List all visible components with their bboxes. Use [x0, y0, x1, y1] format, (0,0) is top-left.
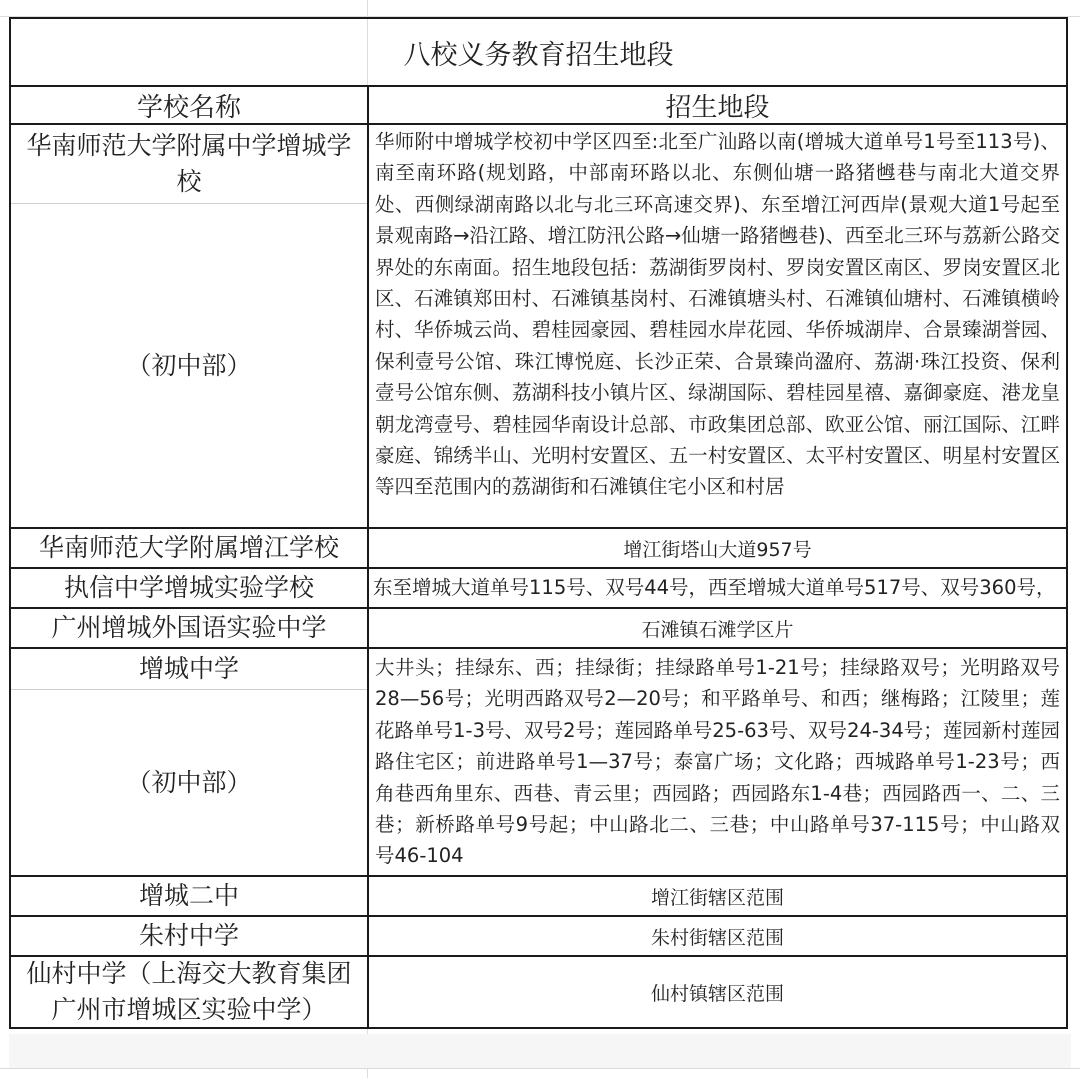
admission-table — [9, 17, 1068, 1029]
school-subtitle: （初中部） — [126, 350, 252, 380]
area-cell — [369, 125, 1066, 527]
area-text: 华师附中增城学校初中学区四至:北至广汕路以南(增城大道单号1号至113号)、南至南环路(规划路，中部南环路以北、东侧仙塘一路猪乸巷与南北大道交界处、西侧绿湖南路以北与北三环高速交界)、东至增江河西岸(景观大道1号起至景观南路→沿江路、增江防汛公路→仙塘一路猪乸巷)、西至北三环与荔新公路交界处的东南面。招生地段包括：荔湖街罗岗村、罗岗安置区南区、罗岗安置区北区、石滩镇郑田村、石滩镇基岗村、石滩镇塘头村、石滩镇仙塘村、石滩镇横岭村、华侨城云尚、碧桂园豪园、碧桂园水岸花园、华侨城湖岸、合景臻湖誉园、保利壹号公馆、珠江博悦庭、长沙正荣、合景臻尚溋府、荔湖·珠江投资、保利壹号公馆东侧、荔湖科技小镇片区、绿湖国际、碧桂园星禧、嘉御豪庭、港龙皇朝龙湾壹号、碧桂园华南设计总部、市政集团总部、欧亚公馆、丽江国际、江畔豪庭、锦绣半山、光明村安置区、五一村安置区、太平村安置区、明星村安置区等四至范围内的荔湖街和石滩镇住宅小区和村居 — [375, 130, 1060, 499]
grid-line — [0, 1068, 1080, 1069]
school-name: 华南师范大学附属增江学校 — [38, 533, 339, 562]
school-name: 华南师范大学附属中学增城学校 — [26, 131, 352, 196]
school-name: 增城二中 — [138, 881, 239, 910]
header-school: 学校名称 — [136, 92, 241, 123]
school-name: 仙村中学（上海交大教育集团广州市增城区实验中学） — [26, 959, 352, 1024]
school-name: 朱村中学 — [138, 921, 239, 950]
area-text: 增江街塔山大道957号 — [623, 538, 812, 561]
school-name: 增城中学 — [138, 654, 239, 683]
school-name: 广州增城外国语实验中学 — [51, 613, 327, 642]
school-name: 执信中学增城实验学校 — [63, 573, 314, 602]
school-subtitle: （初中部） — [126, 767, 252, 797]
area-cell — [369, 649, 1066, 875]
table-title: 八校义务教育招生地段 — [403, 39, 674, 71]
area-text: 大井头；挂绿东、西；挂绿街；挂绿路单号1-21号；挂绿路双号；光明路双号28—56号；光明西路双号2—20号；和平路单号、和西；继梅路；江陵里；莲花路单号1-3号、双号2号；莲园路单号25-63号、双号24-34号；莲园新村莲园路住宅区；前进路单号1—37号；泰富广场；文化路；西城路单号1-23号；西角巷西角里东、西巷、青云里；西园路；西园路东1-4巷；西园路西一、二、三巷；新桥路单号9号起；中山路北二、三巷；中山路单号37-115号；中山路双号46-104 — [375, 656, 1060, 868]
header-area: 招生地段 — [665, 92, 770, 123]
area-text: 增江街辖区范围 — [650, 886, 784, 909]
empty-row — [9, 1034, 1071, 1068]
area-text: 东至增城大道单号115号、双号44号，西至增城大道单号517号、双号360号， — [373, 576, 1056, 599]
area-cell — [369, 569, 1066, 607]
area-text: 石滩镇石滩学区片 — [641, 618, 794, 641]
area-text: 仙村镇辖区范围 — [650, 982, 784, 1005]
area-text: 朱村街辖区范围 — [650, 926, 784, 949]
